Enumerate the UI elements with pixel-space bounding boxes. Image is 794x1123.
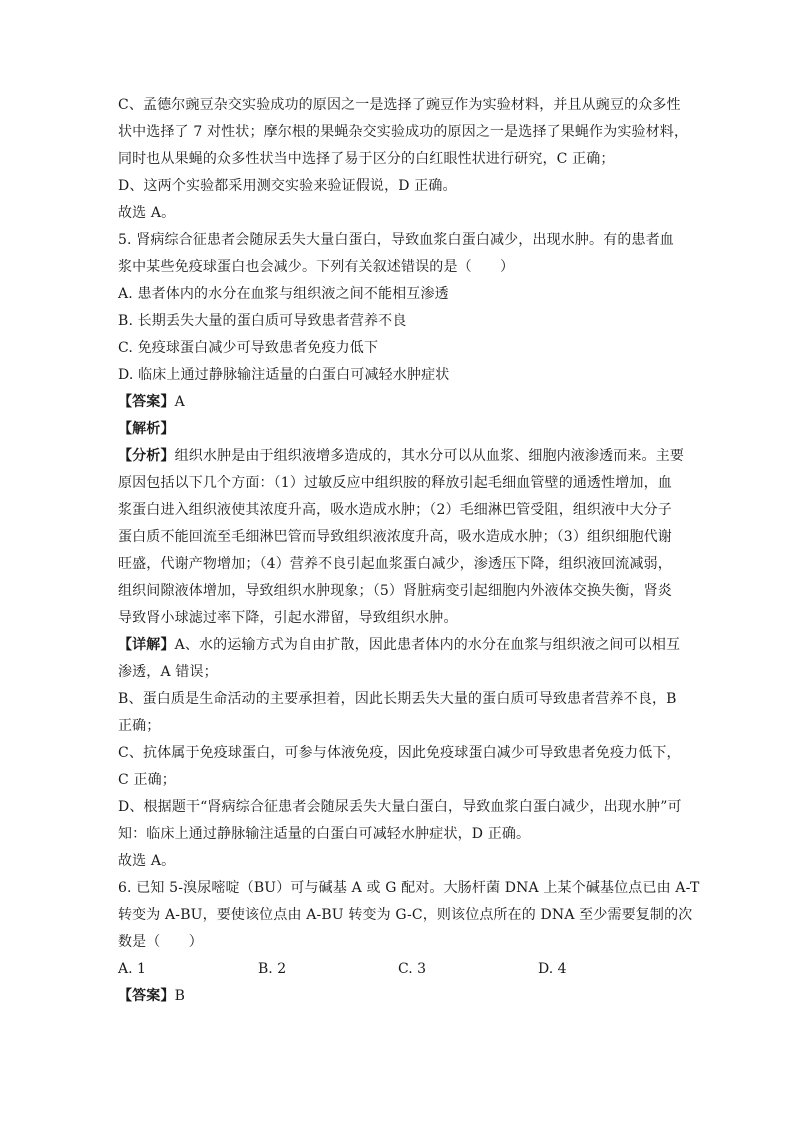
prev-option-c-line3: 同时也从果蝇的众多性状当中选择了易于区分的白红眼性状进行研究，C 正确； [118, 151, 615, 167]
q5-fenxi-line4: 蛋白质不能回流至毛细淋巴管而导致组织液浓度升高，吸水造成水肿；（3）组织细胞代谢 [118, 529, 672, 545]
q5-fenxi-line3: 浆蛋白进入组织液使其浓度升高，吸水造成水肿；（2）毛细淋巴管受阻，组织液中大分子 [118, 502, 672, 518]
answer-tag: 【答案】 [118, 394, 175, 410]
q6-stem-line3: 数是（ ） [118, 934, 203, 950]
q5-answer [118, 389, 678, 416]
q5-option-c: C. 免疫球蛋白减少可导致患者免疫力低下 [118, 340, 379, 356]
q5-detail-a-line2: 渗透，A 错误； [118, 664, 218, 680]
answer-value: B [174, 988, 186, 1004]
fenxi-text-1: 组织水肿是由于组织液增多造成的，其水分可以从血浆、细胞内液渗透而来。主要 [174, 448, 685, 464]
analysis-tag: 【解析】 [118, 421, 175, 437]
q5-fenxi-line5: 旺盛，代谢产物增加；（4）营养不良引起血浆蛋白减少，渗透压下降，组织液回流减弱， [118, 556, 672, 572]
prev-choose: 故选 A。 [118, 205, 176, 221]
q5-detail-d-line1: D、根据题干“肾病综合征患者会随尿丢失大量白蛋白，导致血浆白蛋白减少，出现水肿”可 [118, 799, 682, 815]
q5-option-d: D. 临床上通过静脉输注适量的白蛋白可减轻水肿症状 [118, 367, 450, 383]
q5-choose: 故选 A。 [118, 853, 176, 869]
detail-a-text: A、水的运输方式为自由扩散，因此患者体内的水分在血浆与组织液之间可以相互 [174, 637, 681, 653]
q5-analysis-tag [118, 416, 678, 443]
q5-stem-line1: 5. 肾病综合征患者会随尿丢失大量白蛋白，导致血浆白蛋白减少，出现水肿。有的患者血 [118, 232, 674, 248]
answer-tag: 【答案】 [118, 988, 175, 1004]
q6-stem-line2: 转变为 A-BU，要使该位点由 A-BU 转变为 G-C，则该位点所在的 DNA 至少需要复制的次 [118, 907, 693, 923]
document-page [118, 92, 700, 1010]
q6-stem-line1: 6. 已知 5-溴尿嘧啶（BU）可与碱基 A 或 G 配对。大肠杆菌 DNA 上某个碱基位点已由 A-T [118, 880, 700, 896]
q5-option-b: B. 长期丢失大量的蛋白质可导致患者营养不良 [118, 313, 407, 329]
prev-option-c-line1: C、孟德尔豌豆杂交实验成功的原因之一是选择了豌豆作为实验材料，并且从豌豆的众多性 [118, 97, 681, 113]
prev-option-c-line2: 状中选择了 7 对性状；摩尔根的果蝇杂交实验成功的原因之一是选择了果蝇作为实验材料， [118, 124, 689, 140]
q5-detail-b-line2: 正确； [118, 718, 161, 734]
q6-option-c: C. 3 [398, 961, 427, 977]
q5-detail-a-line1 [118, 632, 681, 659]
q6-answer [118, 983, 678, 1010]
prev-option-d: D、这两个实验都采用测交实验来验证假说，D 正确。 [118, 178, 457, 194]
q5-fenxi-line7: 导致肾小球滤过率下降，引起水滞留，导致组织水肿。 [118, 610, 458, 626]
q5-fenxi-line1 [118, 443, 685, 470]
fenxi-tag: 【分析】 [118, 448, 175, 464]
q6-option-b: B. 2 [258, 961, 287, 977]
q6-option-a: A. 1 [118, 961, 146, 977]
q5-detail-c-line1: C、抗体属于免疫球蛋白，可参与体液免疫，因此免疫球蛋白减少可导致患者免疫力低下， [118, 745, 681, 761]
q5-detail-c-line2: C 正确； [118, 772, 176, 788]
q5-option-a: A. 患者体内的水分在血浆与组织液之间不能相互渗透 [118, 286, 449, 302]
q5-detail-b-line1: B、蛋白质是生命活动的主要承担着，因此长期丢失大量的蛋白质可导致患者营养不良，B [118, 691, 677, 707]
answer-value: A [174, 394, 185, 410]
q5-stem-line2: 浆中某些免疫球蛋白也会减少。下列有关叙述错误的是（ ） [118, 259, 515, 275]
q5-fenxi-line2: 原因包括以下几个方面：（1）过敏反应中组织胺的释放引起毛细血管壁的通透性增加，血 [118, 475, 672, 491]
detail-tag: 【详解】 [118, 637, 175, 653]
q6-options [118, 956, 678, 983]
q5-detail-d-line2: 知：临床上通过静脉输注适量的白蛋白可减轻水肿症状，D 正确。 [118, 826, 531, 842]
q5-fenxi-line6: 组织间隙液体增加，导致组织水肿现象；（5）肾脏病变引起细胞内外液体交换失衡，肾炎 [118, 583, 672, 599]
q6-option-d: D. 4 [538, 961, 567, 977]
